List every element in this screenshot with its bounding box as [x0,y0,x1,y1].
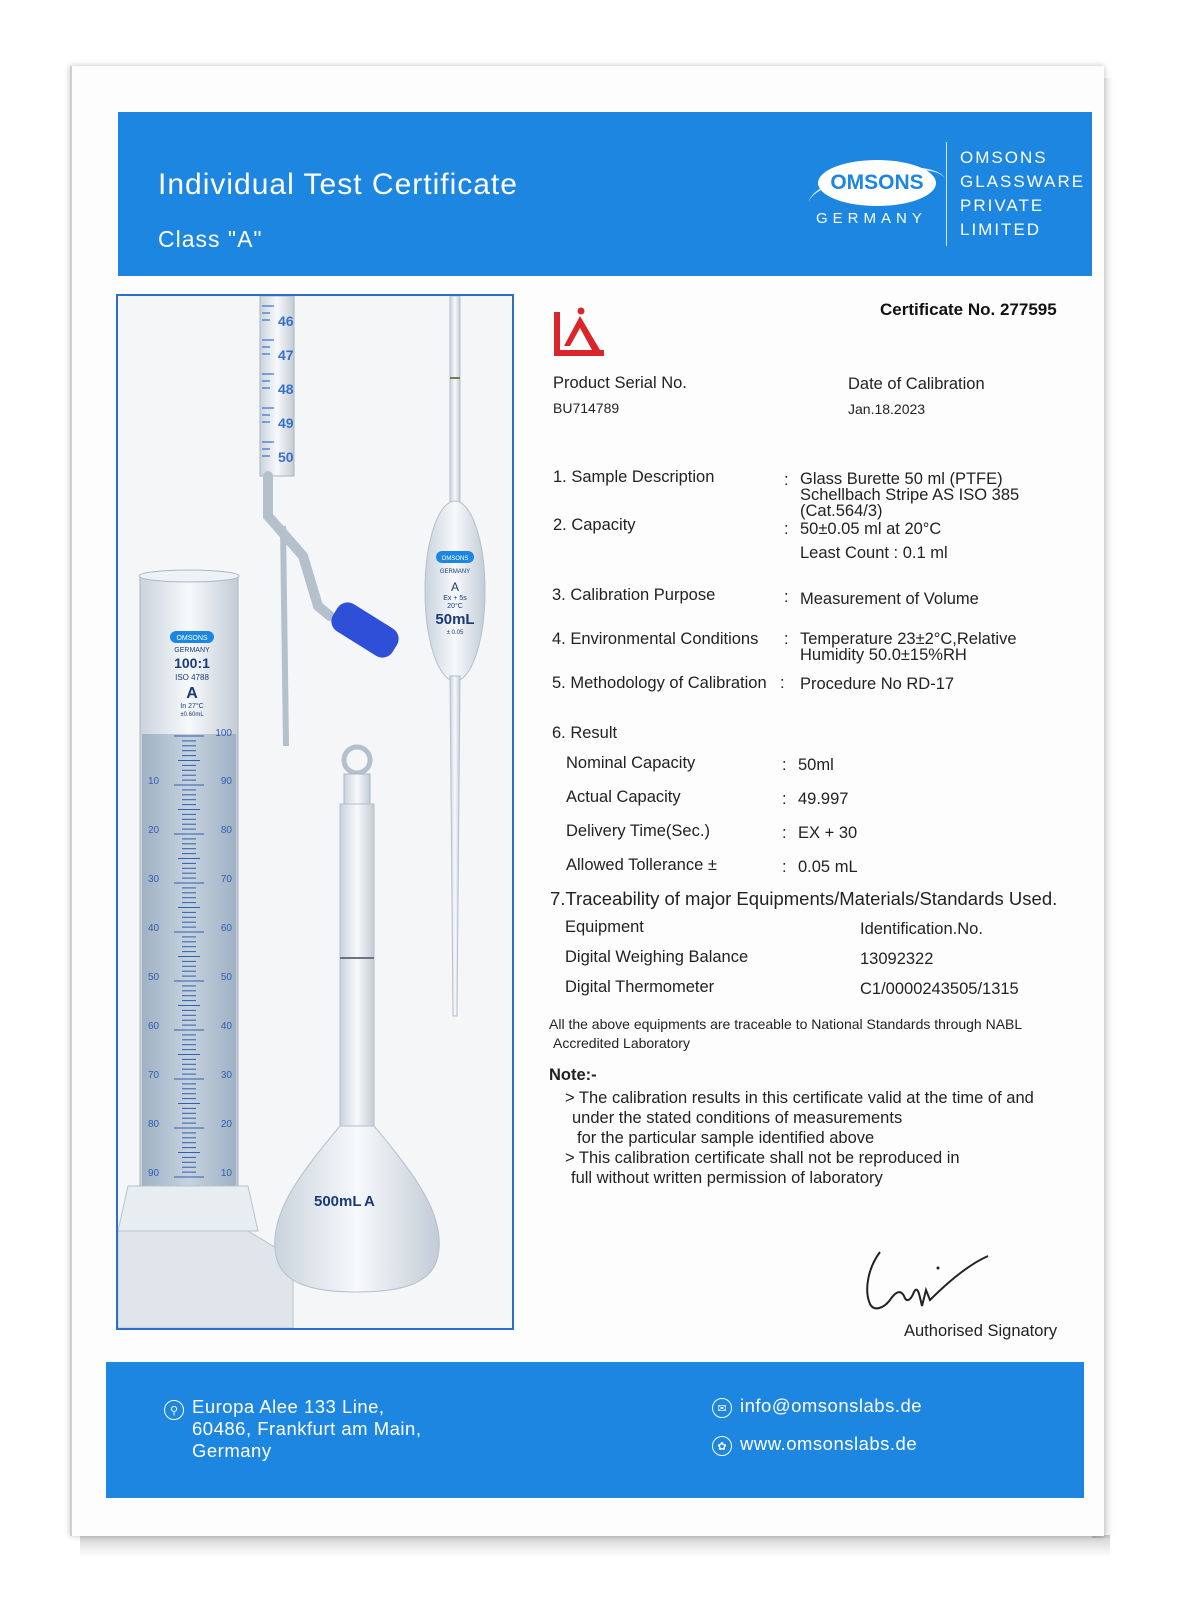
colon: : [782,824,787,842]
result-label: Actual Capacity [566,788,681,806]
header-banner [118,112,1092,276]
traceability-note: Accredited Laboratory [553,1035,690,1051]
company-line: PRIVATE [960,196,1045,215]
burette-mark: 50 [278,449,294,465]
cylinder-left-mark: 60 [148,1021,160,1032]
colon: : [784,588,789,606]
cylinder-right-mark: 40 [220,1021,232,1032]
footer-email[interactable]: info@omsonslabs.de [740,1395,923,1416]
colon: : [782,756,787,774]
cylinder-tolerance: ±0.60mL [180,712,204,718]
flask-volume: 500mL [314,1193,362,1210]
least-count: Least Count : 0.1 ml [800,544,948,562]
note-line: under the stated conditions of measurements [572,1109,903,1127]
equipment-id: 13092322 [860,950,934,968]
result-value: EX + 30 [798,824,858,842]
colon: : [784,520,789,538]
item-label: 2. Capacity [553,516,636,534]
date-value: Jan.18.2023 [848,401,926,417]
capacity-value: 50±0.05 ml at 20°C [800,520,942,538]
cylinder-right-mark: 50 [220,972,232,983]
result-label: Allowed Tollerance ± [566,856,717,874]
pipette-country: GERMANY [439,569,471,575]
class-label: Class "A" [158,226,263,252]
cylinder-left-mark: 40 [148,923,160,934]
result-label: Delivery Time(Sec.) [566,822,710,840]
pipette-class: A [450,580,460,594]
equipment-name: Digital Weighing Balance [565,948,749,966]
note-line: > This calibration certificate shall not be reproduced in [565,1149,960,1167]
address-line: Germany [192,1440,272,1461]
volumetric-flask [275,747,440,1292]
glassware-photo [116,294,514,1330]
address-line: 60486, Frankfurt am Main, [192,1418,422,1439]
calibration-purpose: Measurement of Volume [800,590,979,608]
burette [260,296,403,746]
authorised-signatory: Authorised Signatory [904,1322,1058,1340]
equipment-name: Digital Thermometer [565,978,715,996]
flask-class: A [364,1193,375,1210]
certificate-title: Individual Test Certificate [158,168,518,201]
cylinder-left-mark: 70 [148,1070,160,1081]
pipette-brand: OMSONS [441,556,469,562]
date-label: Date of Calibration [848,375,985,393]
value-line: Schellbach Stripe AS ISO 385 [800,486,1020,504]
colon: : [782,790,787,808]
product-serial-label: Product Serial No. [553,374,687,392]
methodology: Procedure No RD-17 [800,675,955,693]
cylinder-right-mark: 60 [220,923,232,934]
result-heading: 6. Result [552,724,618,742]
company-name [960,146,1085,242]
pipette-temperature: 20°C [447,603,463,610]
value-line: Temperature 23±2°C,Relative [800,630,1017,648]
cylinder-temperature: In 27°C [180,703,204,710]
product-serial-value: BU714789 [553,400,620,416]
cylinder-brand: OMSONS [176,635,208,642]
note-line: full without written permission of laboratory [571,1169,883,1187]
cylinder-left-mark: 10 [148,776,160,787]
footer-banner [106,1362,1084,1498]
globe-icon: ✿ [712,1436,732,1456]
value-line: Humidity 50.0±15%RH [800,646,967,664]
cylinder-left-mark: 30 [148,874,160,885]
item-label: 5. Methodology of Calibration [552,674,767,692]
pipette [425,296,485,1016]
cylinder-left-mark: 80 [148,1119,160,1130]
colon: : [780,674,785,692]
value-line: Glass Burette 50 ml (PTFE) [800,470,1003,488]
pipette-tolerance: ± 0.05 [446,630,464,636]
colon: : [782,858,787,876]
logo-divider [946,142,947,246]
cylinder-right-mark: 30 [220,1070,232,1081]
cylinder-right-mark: 100 [215,728,232,739]
cylinder-country: GERMANY [174,647,210,654]
graduated-cylinder [118,570,293,1328]
pipette-volume: 50mL [435,611,475,628]
identification-column: Identification.No. [860,920,983,938]
pipette-delivery: Ex + 5s [443,595,467,602]
certificate-number: Certificate No. 277595 [880,300,1057,319]
note-line: > The calibration results in this certificate valid at the time of and [565,1089,1034,1107]
cylinder-left-mark: 20 [148,825,160,836]
result-label: Nominal Capacity [566,754,696,772]
cylinder-left-mark: 50 [148,972,160,983]
burette-mark: 48 [278,381,294,397]
item-label: 1. Sample Description [553,468,715,486]
cylinder-left-mark: 90 [148,1168,160,1179]
result-value: 50ml [798,756,834,774]
logo-country: GERMANY [816,210,927,227]
cylinder-right-mark: 70 [220,874,232,885]
signature [860,1240,1000,1320]
item-label: 4. Environmental Conditions [552,630,759,648]
traceability-heading: 7.Traceability of major Equipments/Materials/Standards Used. [550,888,1058,909]
page-shadow-bottom [80,1535,1110,1557]
cylinder-right-mark: 10 [220,1168,232,1179]
cylinder-right-mark: 20 [220,1119,232,1130]
note-heading: Note:- [549,1066,597,1084]
cylinder-right-mark: 90 [220,776,232,787]
traceability-note: All the above equipments are traceable to National Standards through NABL [549,1016,1023,1032]
environmental-conditions [800,631,1017,663]
colon: : [784,471,789,489]
omsons-logo [818,160,936,206]
burette-mark: 46 [278,313,294,329]
mail-icon: ✉ [712,1398,732,1418]
result-value: 0.05 mL [798,858,858,876]
company-line: LIMITED [960,220,1042,239]
footer-address [192,1396,421,1462]
company-line: OMSONS [960,148,1048,167]
equipment-column: Equipment [565,918,644,936]
equipment-id: C1/0000243505/1315 [860,980,1019,998]
cylinder-ratio: 100:1 [174,655,210,671]
result-value: 49.997 [798,790,849,808]
footer-website[interactable]: www.omsonslabs.de [740,1433,918,1454]
colon: : [784,630,789,648]
sample-description [800,471,1019,519]
lab-accreditation-logo [548,304,608,362]
cylinder-class: A [186,685,198,702]
cylinder-right-mark: 80 [220,825,232,836]
value-line: (Cat.564/3) [800,502,883,520]
cylinder-standard: ISO 4788 [175,673,209,682]
burette-mark: 49 [278,415,294,431]
location-pin-icon: ⚲ [164,1400,184,1420]
burette-mark: 47 [278,347,294,363]
logo-text: OMSONS [830,171,924,194]
company-line: GLASSWARE [960,172,1086,191]
note-line: for the particular sample identified above [577,1129,875,1147]
address-line: Europa Alee 133 Line, [192,1396,385,1417]
item-label: 3. Calibration Purpose [552,586,716,604]
